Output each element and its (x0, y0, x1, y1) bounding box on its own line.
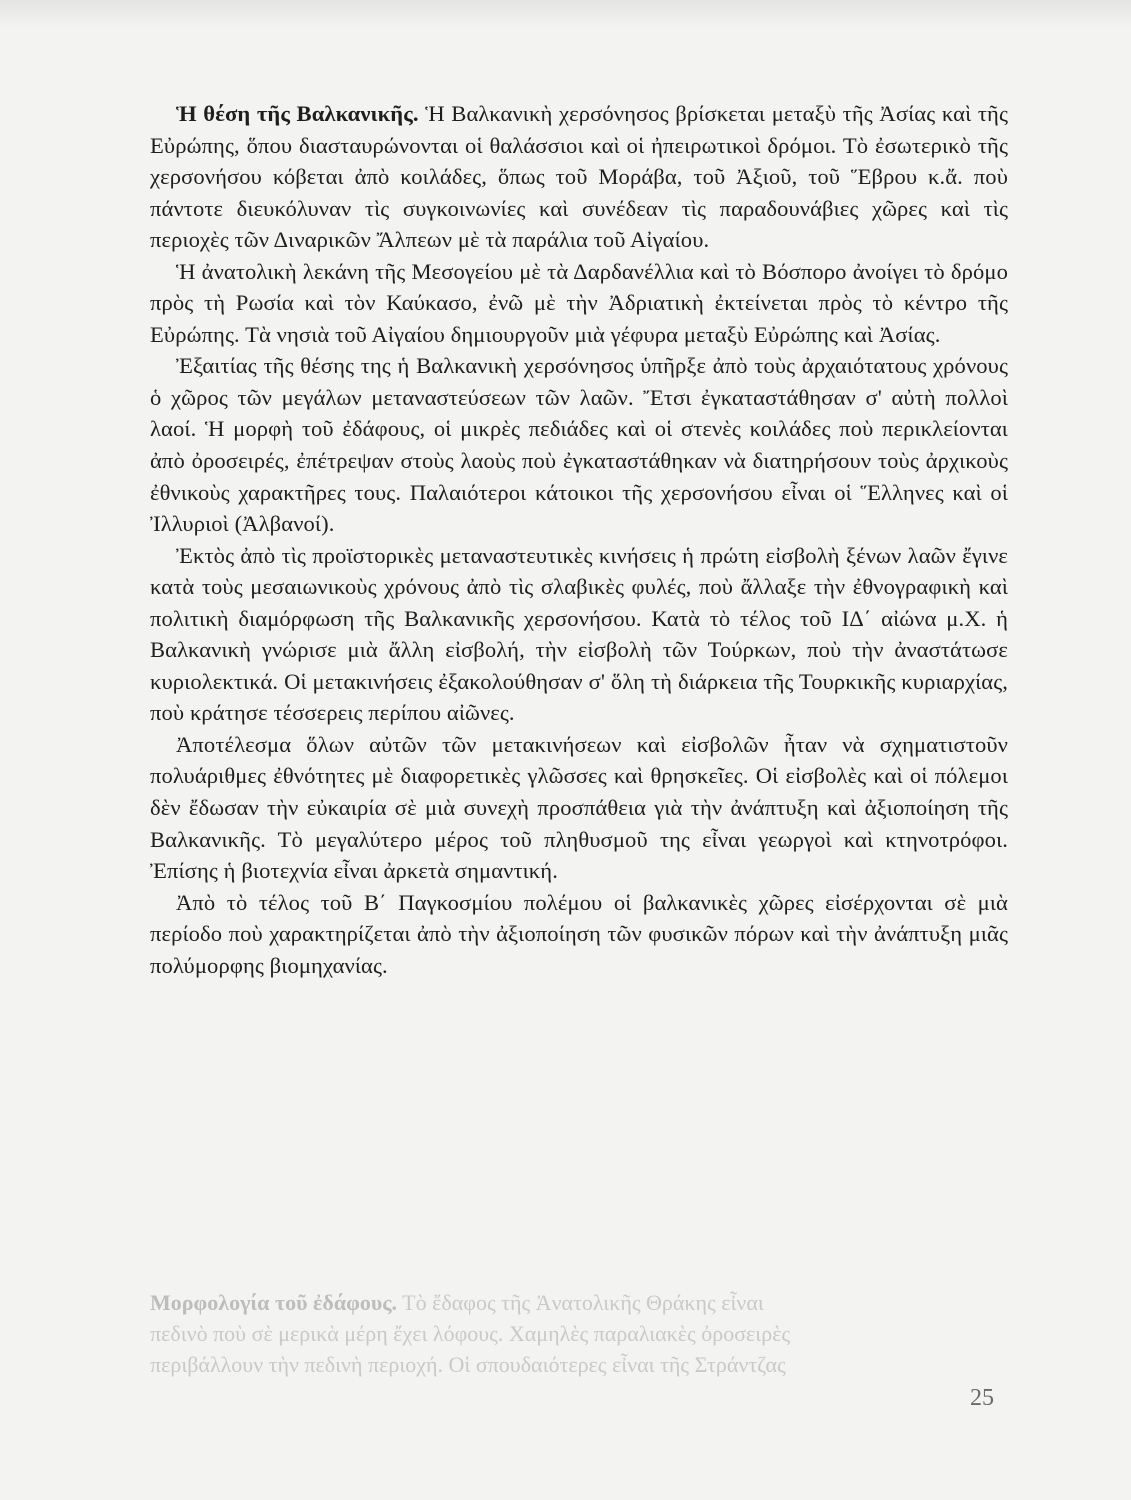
paragraph-3: Ἐξαιτίας τῆς θέσης της ἡ Βαλκανικὴ χερσόνησος ὑπῆρξε ἀπὸ τοὺς ἀρχαιότατους χρόνους ὁ χῶρος τῶν μεγάλων μεταναστεύσεων τῶν λαῶν. Ἔτσι ἐγκαταστάθησαν σ' αὐτὴ πολλοὶ λαοί. Ἡ μορφὴ τοῦ ἐδάφους, οἱ μικρὲς πεδιάδες καὶ οἱ στενὲς κοιλάδες ποὺ περικλείονται ἀπὸ ὀροσειρές, ἐπέτρεψαν στοὺς λαοὺς ποὺ ἐγκαταστάθηκαν νὰ διατηρήσουν τοὺς ἀρχικοὺς ἐθνικοὺς χαρακτῆρες τους. Παλαιότεροι κάτοικοι τῆς χερσονήσου εἶναι οἱ Ἕλληνες καὶ οἱ Ἰλλυριοὶ (Ἀλβανοί). (150, 353, 1008, 537)
paragraph-1-text: Ἡ Βαλκανικὴ χερσόνησος βρίσκεται μεταξὺ τῆς Ἀσίας καὶ τῆς Εὐρώπης, ὅπου διασταυρώνονται οἱ θαλάσσιοι καὶ οἱ ἠπειρωτικοὶ δρόμοι. Τὸ ἐσωτερικὸ τῆς χερσονήσου κόβεται ἀπὸ κοιλάδες, ὅπως τοῦ Μοράβα, τοῦ Ἀξιοῦ, τοῦ Ἕβρου κ.ἄ. ποὺ πάντοτε διευκόλυναν τὶς συγκοινωνίες καὶ συνέδεαν τὶς παραδουνάβιες χῶρες καὶ τὶς περιοχὲς τῶν Διναρικῶν Ἄλπεων μὲ τὰ παράλια τοῦ Αἰγαίου. (150, 101, 1009, 253)
section-heading: Ἡ θέση τῆς Βαλκανικῆς. (176, 101, 419, 126)
paragraph-6: Ἀπὸ τὸ τέλος τοῦ Β΄ Παγκοσμίου πολέμου οἱ βαλκανικὲς χῶρες εἰσέρχονται σὲ μιὰ περίοδο ποὺ χαρακτηρίζεται ἀπὸ τὴν ἀξιοποίηση τῶν φυσικῶν πόρων καὶ τὴν ἀνάπτυξη μιᾶς πολύμορφης βιομηχανίας. (150, 889, 1008, 978)
bleed-through-line-3: περιβάλλουν τὴν πεδινὴ περιοχή. Οἱ σπουδαιότερες εἶναι τῆς Στράντζας (150, 1352, 786, 1377)
bleed-through-line-2: πεδινὸ ποὺ σὲ μερικὰ μέρη ἔχει λόφους. Χαμηλὲς παραλιακὲς ὀροσειρὲς (150, 1321, 791, 1346)
paragraph-4: Ἐκτὸς ἀπὸ τὶς προϊστορικὲς μεταναστευτικὲς κινήσεις ἡ πρώτη εἰσβολὴ ξένων λαῶν ἔγινε κατὰ τοὺς μεσαιωνικοὺς χρόνους ἀπὸ τὶς σλαβικὲς φυλές, ποὺ ἄλλαξε τὴν ἐθνογραφικὴ καὶ πολιτικὴ διαμόρφωση τῆς Βαλκανικῆς χερσονήσου. Κατὰ τὸ τέλος τοῦ ΙΔ΄ αἰώνα μ.Χ. ἡ Βαλκανικὴ γνώρισε μιὰ ἄλλη εἰσβολή, τὴν εἰσβολὴ τῶν Τούρκων, ποὺ τὴν ἀναστάτωσε κυριολεκτικά. Οἱ μετακινήσεις ἐξακολούθησαν σ' ὅλη τὴ διάρκεια τῆς Τουρκικῆς κυριαρχίας, ποὺ κράτησε τέσσερεις περίπου αἰῶνες. (150, 542, 1008, 726)
bleed-through-line-1 (150, 1287, 1008, 1318)
page-number: 25 (970, 1385, 994, 1411)
paragraph-5: Ἀποτέλεσμα ὅλων αὐτῶν τῶν μετακινήσεων καὶ εἰσβολῶν ἦταν νὰ σχηματιστοῦν πολυάριθμες ἐθνότητες μὲ διαφορετικὲς γλῶσσες καὶ θρησκεῖες. Οἱ εἰσβολὲς καὶ οἱ πόλεμοι δὲν ἔδωσαν τὴν εὐκαιρία σὲ μιὰ συνεχὴ προσπάθεια γιὰ τὴν ἀνάπτυξη καὶ ἀξιοποίηση τῆς Βαλκανικῆς. Τὸ μεγαλύτερο μέρος τοῦ πληθυσμοῦ της εἶναι γεωργοὶ καὶ κτηνοτρόφοι. Ἐπίσης ἡ βιοτεχνία εἶναι ἀρκετὰ σημαντική. (150, 731, 1008, 884)
bleed-through-heading: Μορφολογία τοῦ ἐδάφους. (150, 1290, 398, 1315)
body-text (150, 98, 1008, 981)
scan-top-edge (0, 0, 1131, 28)
paragraph-1 (150, 98, 1008, 256)
bleed-through-text-1: Τὸ ἔδαφος τῆς Ἀνατολικῆς Θράκης εἶναι (402, 1290, 764, 1315)
paragraph-2: Ἡ ἀνατολικὴ λεκάνη τῆς Μεσογείου μὲ τὰ Δαρδανέλλια καὶ τὸ Βόσπορο ἀνοίγει τὸ δρόμο πρὸς τὴ Ρωσία καὶ τὸν Καύκασο, ἐνῶ μὲ τὴν Ἀδριατικὴ ἐκτείνεται πρὸς τὸ κέντρο τῆς Εὐρώπης. Τὰ νησιὰ τοῦ Αἰγαίου δημιουργοῦν μιὰ γέφυρα μεταξὺ Εὐρώπης καὶ Ἀσίας. (150, 258, 1008, 347)
